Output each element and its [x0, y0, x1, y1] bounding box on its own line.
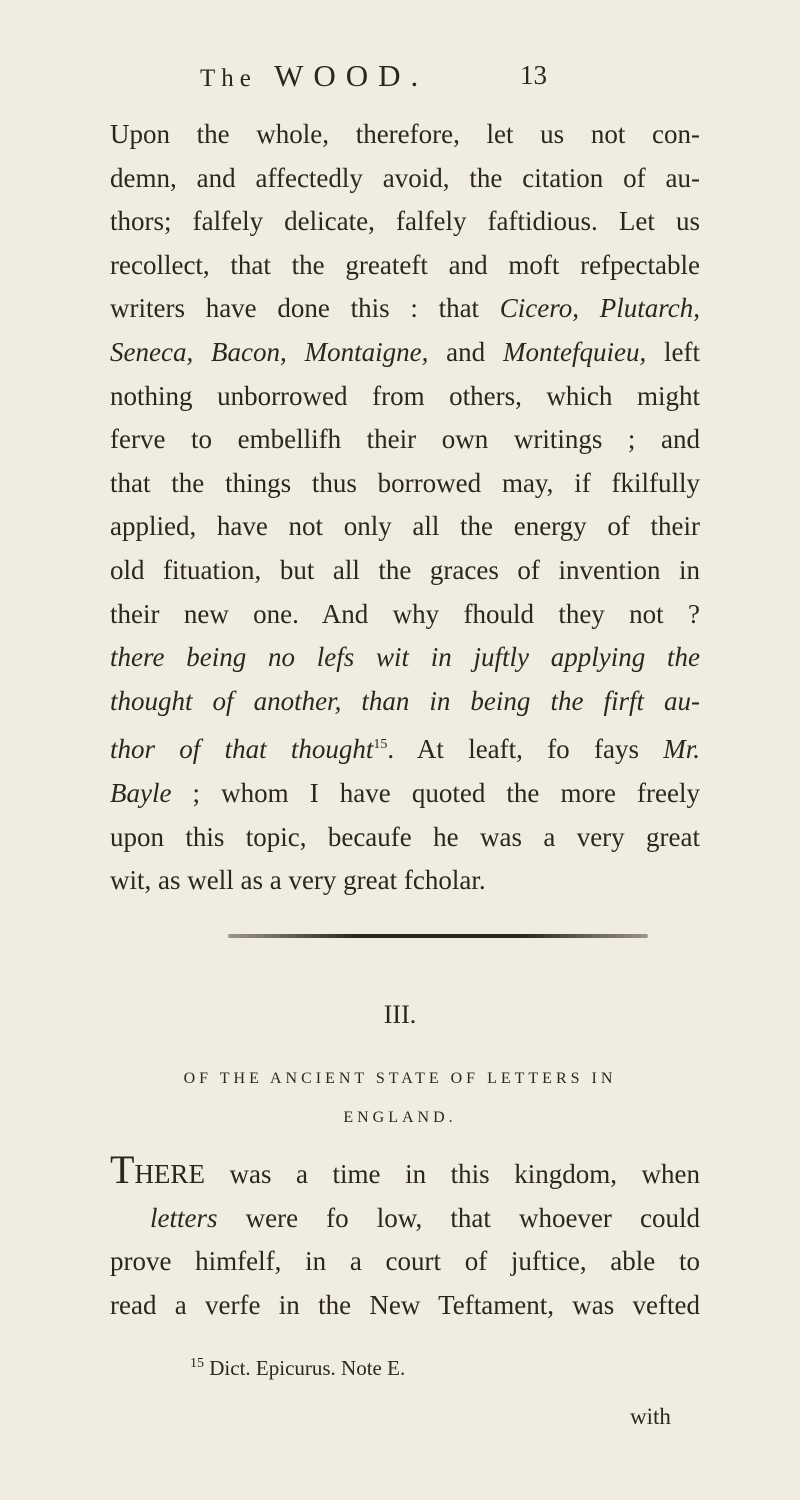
text-line: recollect, that the greateft and moft refpectable	[110, 249, 700, 280]
drop-cap: T	[110, 1147, 135, 1192]
footnote-marker: 15	[373, 737, 388, 753]
section-title-line-1: OF THE ANCIENT STATE OF LETTERS IN	[183, 1070, 617, 1087]
paragraph-1	[110, 113, 700, 903]
text-line: thors; falfely delicate, falfely faftidious. Let us	[110, 206, 700, 237]
page-number: 13	[520, 60, 547, 90]
text-line: wit, as well as a very great fcholar.	[110, 865, 486, 896]
running-header	[200, 58, 600, 94]
footnote	[190, 1356, 405, 1381]
text-line: thor of that thought$^{15}$. At leaft, fo fays Mr.	[110, 734, 700, 765]
text-line: upon this topic, becaufe he was a very great	[110, 821, 700, 852]
footnote-text: Dict. Epicurus. Note E.	[204, 1356, 406, 1380]
text-line: applied, have not only all the energy of their	[110, 511, 700, 542]
text-line: their new one. And why fhould they not ?	[110, 598, 700, 629]
text-line: Seneca, Bacon, Montaigne, and Montefquieu, left	[110, 336, 701, 367]
text-line: THERE was a time in this kingdom, when	[110, 1147, 700, 1192]
text-line: there being no lefs wit in juftly applying the	[110, 642, 700, 673]
footnote-number: 15	[190, 1356, 204, 1371]
section-divider-rule	[228, 934, 648, 938]
text-line: Upon the whole, therefore, let us not con-	[110, 119, 700, 149]
text-line: old fituation, but all the graces of invention in	[110, 554, 700, 585]
text-line: writers have done this : that Cicero, Plutarch,	[110, 293, 700, 324]
text-line: letters were fo low, that whoever could	[150, 1202, 700, 1233]
text-line: ferve to embellifh their own writings ; and	[110, 424, 700, 455]
section-title-line-2: ENGLAND.	[343, 1109, 457, 1126]
section-number: III.	[383, 1000, 417, 1029]
text-line: prove himfelf, in a court of juftice, able to	[110, 1246, 700, 1277]
text-line: nothing unborrowed from others, which might	[110, 380, 700, 411]
catchword: with	[630, 1404, 671, 1429]
text-line: demn, and affectedly avoid, the citation of au-	[110, 162, 700, 193]
text-line: thought of another, than in being the firft au-	[110, 685, 700, 716]
running-title-the: The	[200, 65, 257, 92]
text-line: that the things thus borrowed may, if fkilfully	[110, 467, 700, 498]
text-line: Bayle ; whom I have quoted the more freely	[110, 777, 700, 808]
running-title-word: WOOD.	[274, 58, 429, 93]
text-line: read a verfe in the New Teftament, was vefted	[110, 1289, 700, 1320]
paragraph-2	[110, 1147, 700, 1327]
